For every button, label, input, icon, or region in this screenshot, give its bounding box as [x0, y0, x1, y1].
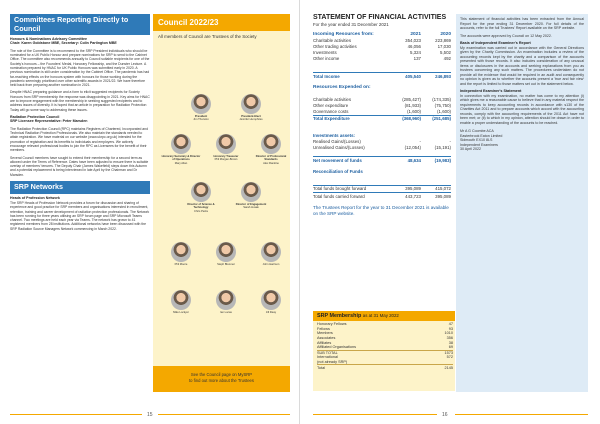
sig-name: Mr A G Coombe ACA — [460, 129, 494, 133]
row-label: Other trading activities — [313, 43, 357, 49]
council-member-label — [161, 155, 201, 165]
council-footer-line-2: to find out more about the Trustees — [189, 377, 254, 383]
row-label: Charitable activities — [313, 96, 352, 102]
rpc-rep: SRP Licensee Representative: Peter Marsden — [10, 119, 88, 124]
examiner-text — [456, 14, 588, 155]
council-member-role: President-Elect — [241, 115, 261, 118]
value-2020: 492 — [443, 56, 451, 62]
value-2020: 17,030 — [437, 43, 451, 49]
council-member-name: Steph Bloomer — [217, 263, 235, 266]
value-2021: 2021 — [410, 31, 421, 37]
row-label: Investments assets: — [313, 132, 355, 138]
value-2020: 415,072 — [421, 185, 451, 192]
row-label: Other income — [313, 56, 340, 62]
financial-subtitle: For the year ended 31 December 2021 — [313, 22, 389, 27]
council-member-label — [206, 155, 246, 162]
footer-rule-right-2 — [455, 414, 588, 415]
council-member-label — [251, 311, 291, 314]
council-photo — [261, 242, 281, 262]
council-member-label — [206, 263, 246, 266]
council-photo — [261, 134, 281, 154]
value-2020: (75,750) — [434, 102, 451, 108]
membership-label: Honorary Fellows — [317, 322, 347, 327]
membership-label: International — [317, 355, 338, 360]
council-footer — [153, 366, 290, 392]
row-label: Total funds carried forward — [313, 193, 391, 200]
row-label: Total funds brought forward — [313, 185, 391, 192]
value-2020: (15,191) — [434, 145, 451, 151]
value-2021: (368,960) — [391, 115, 421, 122]
council-heading: Council 2022/23 — [153, 14, 290, 31]
row-label: Investments — [313, 50, 337, 56]
hpn-title: Heads of Profession Network — [10, 195, 60, 200]
membership-value: 356 — [446, 336, 453, 341]
financial-table — [313, 31, 451, 199]
council-member-name: John Harrison — [262, 263, 280, 266]
row-label: Realised Gains/(Losses) — [313, 138, 361, 144]
council-member-name: Ian Lucas — [220, 311, 232, 314]
membership-date: as at 31 May 2022 — [362, 313, 399, 318]
funds-row — [313, 193, 451, 200]
rpc-paragraph-2: Several Council members have sought to extend their membership for a second term as allowed under the Terms of Reference. Dates have been adjusted to ensure there is suitable overlap of members' tenures. The Deputy Chair (James Wakefield) steps down this Autumn and a potential replacement is being interviewed in late April by the Chairman and Dr Marsden. — [10, 155, 149, 177]
council-member-role: Director of Science & Technology — [187, 203, 215, 210]
council-member-label — [181, 203, 221, 213]
membership-value: 47 — [448, 322, 453, 327]
council-member-role: Honorary Treasurer — [213, 155, 239, 158]
value-2021: 48,634 — [391, 156, 421, 163]
membership-value: 93 — [448, 326, 453, 331]
value-2020: (1,600) — [437, 109, 451, 115]
hnac-paragraph-1: The role of the Committee is to recommend to the SRP President individuals who should be nominated for a UK Public Honour and prepare nominations for SRP to send to the Cabinet Office. The committee also recommends annually to Council suitable recipients for one of the Society's honours – the Founders' Medal, Honorary Fellowship, and the Dunster Lecture. A nomination prepared by HNAC for UK Public Honours was submitted early in 2020. A previous nomination is still under consideration by the Cabinet Office. The pandemic has had far-reaching effects on the honours system with honours for those working during the pandemic seemingly prioritised over other scientific awards in 2021/22. We have therefore held back from preparing another nomination in 2021. — [10, 48, 150, 88]
value-2020: 246,893 — [421, 73, 451, 80]
row-label: Total Expenditure — [313, 115, 391, 122]
membership-value: 1573 — [444, 350, 453, 355]
sig-addr1: Easterbrook Eaton Limited — [460, 133, 503, 138]
statement-paragraph: In connection with my examination, no matter has come to my attention (i) which gives me a reasonable cause to believe that in any material respect the requirements to keep accounting records in accordance with s130 of the Charities Act 2011 and to prepare accounts which accord with the accounting records, comply with the accounting requirements of the 2011 Act have not been met; or (ii) to which in my opinion, attention should be drawn in order to enable a proper understanding of the accounts to be reached. — [460, 93, 584, 125]
hnac-paragraph-2: Despite HNAC preparing guidance and a form to elicit suggested recipients for Society Honours from SRP membership the response was disappointing in 2021. Key aims for HNAC are to improve engagement with the membership in seeking suggested recipients and to address issues of diversity. It is hoped that an article in preparation for Radiation Protection Today will go some way to addressing these issues. — [10, 90, 150, 112]
hnac-chair: Chair: Karen Goldstone MBE, Secretary: Colin Partington MBE — [10, 41, 117, 46]
net-movement-row — [313, 156, 451, 163]
membership-panel — [313, 311, 455, 391]
council-member-label — [181, 115, 221, 122]
membership-label: (not already SRP) — [317, 360, 348, 365]
council-member-name: Phil Moore — [174, 263, 188, 266]
value-2020: - — [449, 138, 451, 144]
networks-heading: SRP Networks — [10, 181, 150, 194]
membership-value: 572 — [446, 355, 453, 360]
row-label: Total Income — [313, 73, 391, 80]
membership-value: 2145 — [444, 365, 453, 370]
row-label: Other expenditure — [313, 102, 349, 108]
row-label: Unrealised Gains/(Losses) — [313, 145, 365, 151]
membership-label: Members — [317, 331, 333, 336]
council-photo — [241, 94, 261, 114]
total-income-row — [313, 73, 451, 80]
row-label: Governance costs — [313, 109, 349, 115]
membership-label: Fellows — [317, 326, 330, 331]
council-member-name: Sarah Husak — [243, 206, 259, 210]
council-member-name: Chris Perks — [194, 209, 208, 213]
value-2021: 443,723 — [391, 193, 421, 200]
footer-rule-left-2 — [158, 414, 290, 415]
row-label: Reconciliation of Funds — [313, 168, 363, 174]
hpn-paragraph: The SRP Heads of Profession Network provides a forum for discussion and sharing of experience and good practice for SRP members and organisations interested in recruitment, retention, training and career development of radiation protection professionals. The Network has been running for three years utilising an SRP forum page and SRP Microsoft Teams channel. Two meetings are held each year via Teams. The network has grown to 41 registered members from 28 institutions. Additional networks have been discussed with the SRP Radiation Source Managers Network commencing in March 2022. — [10, 200, 150, 231]
value-2021: 354,023 — [405, 37, 421, 43]
council-member-role: President — [194, 115, 208, 118]
council-photo — [171, 290, 191, 310]
council-member-name: Jim Thurston — [193, 118, 209, 122]
statement-heading: Independent Examiner's Statement — [460, 89, 522, 93]
committees-column — [10, 14, 150, 392]
council-photo — [216, 134, 236, 154]
membership-row — [317, 365, 453, 370]
value-2021: 405,540 — [391, 73, 421, 80]
council-photo — [191, 94, 211, 114]
value-2021: 46,056 — [407, 43, 421, 49]
membership-label: Associates — [317, 336, 336, 341]
page-number-right: 16 — [442, 412, 448, 418]
council-member-name: Phil Morgan-Brown — [214, 158, 238, 162]
value-2021: 137 — [413, 56, 421, 62]
examiner-panel — [456, 14, 588, 392]
value-2021: (285,427) — [402, 96, 421, 102]
council-photo — [171, 134, 191, 154]
value-2020: 5,502 — [440, 50, 451, 56]
council-member-name: Mike Lockyer — [173, 311, 189, 314]
membership-label: Affiliated Organisations — [317, 345, 356, 350]
council-photo — [171, 242, 191, 262]
value-2020: (174,335) — [432, 96, 451, 102]
sig-role: Independent Examiners — [460, 142, 498, 147]
council-member-label — [161, 311, 201, 314]
council-member-name: Jill Reay — [265, 311, 277, 314]
council-member-label — [251, 263, 291, 266]
expended-row — [313, 108, 451, 115]
membership-label: SUB TOTAL — [317, 350, 338, 355]
value-2020: (251,685) — [421, 115, 451, 122]
value-2021: (1,600) — [407, 109, 421, 115]
side-paragraph-2: The accounts were approved by Council on 12 May 2022. — [460, 33, 552, 38]
council-member-name: Mary Allan — [174, 161, 188, 165]
row-label: Incoming Resources from: — [313, 31, 374, 37]
financial-column — [313, 14, 455, 310]
council-member-label — [161, 263, 201, 266]
membership-label: Affiliates — [317, 340, 332, 345]
row-label: Charitable activities — [313, 37, 352, 43]
council-photo — [261, 290, 281, 310]
membership-label: Total — [317, 365, 326, 370]
footer-rule-left — [10, 414, 142, 415]
council-photo — [191, 182, 211, 202]
rpc-title: Radiation Protection Council — [10, 114, 60, 119]
membership-heading — [313, 311, 455, 321]
rpc-paragraph-1: The Radiation Protection Council (RPC) maintains Registers of Chartered, Incorporated and Technical Radiation Protection Professionals. We also maintain the standards needed to attain registration. We have material on our website (www.ukrpc.org.uk) intended for the promotion of registration and its benefits to individuals and employers. We actively encourage relevant professional bodies to join the RPC as Licensees for the benefit of their members. — [10, 126, 148, 153]
page-number-left: 15 — [147, 412, 153, 418]
membership-value: 1010 — [444, 331, 453, 336]
council-panel — [153, 14, 290, 392]
council-member-label — [231, 115, 271, 122]
membership-value: 38 — [448, 340, 453, 345]
council-member-role: Director of Professional Standards — [255, 155, 287, 162]
basis-heading: Basis of Independent Examiner's Report — [460, 41, 531, 45]
membership-value: 69 — [448, 345, 453, 350]
hnac-title: Honours & Nominations Advisory Committee — [10, 37, 87, 41]
value-2021: 395,089 — [391, 185, 421, 192]
council-member-label — [231, 203, 271, 210]
council-photo — [241, 182, 261, 202]
council-member-name: Jennifer Humphries — [239, 118, 263, 122]
value-2021: - — [419, 138, 421, 144]
row-label: Net movement of funds — [313, 156, 391, 163]
value-2020: 223,869 — [435, 37, 451, 43]
council-photo — [216, 242, 236, 262]
council-intro: All members of Council are Trustees of the Society — [158, 34, 257, 39]
council-member-label — [206, 311, 246, 314]
total-expenditure-row — [313, 115, 451, 122]
council-member-role: Honorary Secretary & Director of Operations — [161, 155, 201, 162]
basis-paragraph: My examination was carried out in accordance with the General Directions given by the Charity Commission. An examination includes a review of the accounting records kept by the charity and a comparison of the accounts presented with those records. It also includes consideration of any unusual items or disclosures in the accounts and seeking explanations from you as trustees concerning any such matters. The procedures undertaken do not provide all the evidence that would be required in an audit and consequently no opinion is given as to whether the accounts present a 'true and fair view' and the report is limited to those matters set out in the statement below. — [460, 45, 584, 86]
council-member-name: Alex Rankine — [263, 161, 279, 165]
value-2020: (19,983) — [421, 156, 451, 163]
membership-title: SRP Membership — [317, 313, 362, 319]
council-footer-line-1: See the Council page on MySRP — [190, 372, 253, 377]
footer-rule-right — [313, 414, 437, 415]
council-photo — [216, 290, 236, 310]
financial-title: STATEMENT OF FINANCIAL ACTIVITIES — [313, 14, 447, 21]
funds-row — [313, 185, 451, 192]
value-2020: 2020 — [440, 31, 451, 37]
membership-table — [317, 322, 453, 370]
sig-addr2: Sidmouth EX10 8LS — [460, 138, 493, 142]
trustees-report-note: The Trustees Report for the year to 31 December 2021 is available on the SRP website. — [313, 205, 449, 216]
value-2020: 395,089 — [421, 193, 451, 200]
committees-heading: Committees Reporting Directly to Council — [10, 14, 150, 35]
council-member-role: Director of Engagement — [235, 203, 267, 206]
page-right — [300, 0, 600, 424]
sig-date: 30 April 2022 — [460, 147, 481, 151]
row-label: Resources Expended on: — [313, 85, 371, 91]
value-2021: (81,933) — [404, 102, 421, 108]
council-member-label — [251, 155, 291, 165]
value-2021: (12,054) — [404, 145, 421, 151]
value-2021: 5,324 — [410, 50, 421, 56]
signature-block — [460, 129, 584, 152]
side-paragraph-1: This statement of financial activities has been extracted from the Annual Report for the year ending 31 December 2020. For full details of the accounts, refer to the full Trustees' Report available on the SRP website. — [460, 17, 584, 30]
